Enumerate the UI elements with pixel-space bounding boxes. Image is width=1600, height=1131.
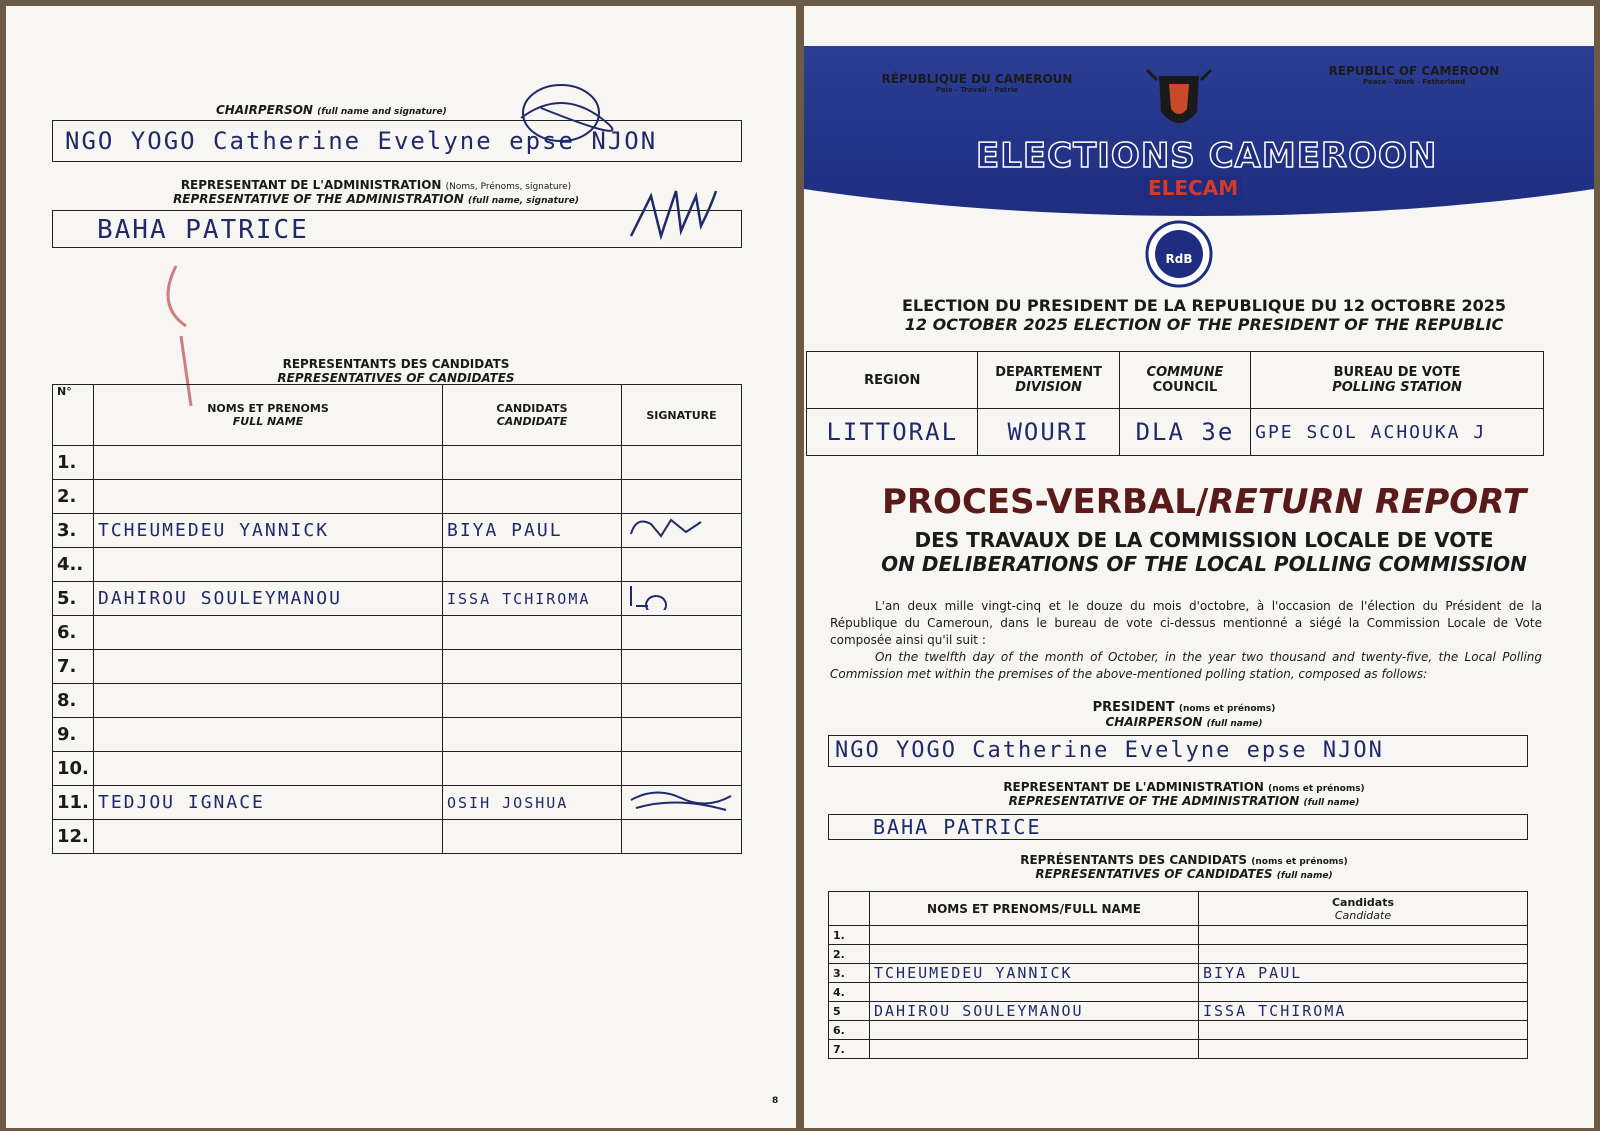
reps-label: REPRÉSENTANTS DES CANDIDATS (noms et prénoms) REPRESENTATIVES OF CANDIDATES (full name) xyxy=(1020,853,1348,881)
table-row: 1. xyxy=(829,926,1528,945)
table-row: 4. xyxy=(829,983,1528,1002)
table-row: 3. TCHEUMEDEU YANNICK BIYA PAUL xyxy=(829,964,1528,983)
chair-field: NGO YOGO Catherine Evelyne epse NJON xyxy=(52,120,742,162)
table-row: 7. xyxy=(829,1040,1528,1059)
table-row: 10. xyxy=(53,752,742,786)
table-row: 3. TCHEUMEDEU YANNICK BIYA PAUL xyxy=(53,514,742,548)
cand-reps-title: REPRESENTANTS DES CANDIDATS REPRESENTATIVES OF CANDIDATES xyxy=(277,357,515,385)
intro-paragraph: L'an deux mille vingt-cinq et le douze du mois d'octobre, à l'occasion de l'élection du Président de la République du Cameroun, dans le bureau de vote ci-dessus mentionné a siégé la Commission Locale de Vote composée ainsi qu'il suit : On the twelfth day of the month of October, in the year two thousand and twenty-five, the Local Polling Commission met within the premises of the above-mentioned polling station, composed as follows: xyxy=(830,599,1542,681)
col-num: N° xyxy=(53,385,94,446)
ballot-seal-icon xyxy=(1144,219,1214,289)
table-row: 4.. xyxy=(53,548,742,582)
chair-label: CHAIRPERSON (full name and signature) xyxy=(216,103,447,117)
council-value: DLA 3e xyxy=(1119,409,1250,456)
col-division: DEPARTEMENT DIVISION xyxy=(978,352,1119,409)
location-table xyxy=(806,351,1544,456)
table-row: 2. xyxy=(53,480,742,514)
reps-table xyxy=(828,891,1528,1059)
row-signature xyxy=(622,786,742,820)
row-signature xyxy=(622,582,742,616)
col-name: NOMS ET PRENOMS FULL NAME xyxy=(94,385,443,446)
report-subtitle: DES TRAVAUX DE LA COMMISSION LOCALE DE VOTE ON DELIBERATIONS OF THE LOCAL POLLING COMMISSION xyxy=(881,528,1527,576)
admin-rep-field: BAHA PATRICE xyxy=(52,210,742,248)
col-candidate: CANDIDATS CANDIDATE xyxy=(443,385,622,446)
org-short: ELECAM xyxy=(1144,176,1242,200)
table-row: 11. TEDJOU IGNACE OSIH JOSHUA xyxy=(53,786,742,820)
table-row: 2. xyxy=(829,945,1528,964)
admin-rep-label: REPRESENTANT DE L'ADMINISTRATION (Noms, Prénoms, signature) REPRESENTATIVE OF THE ADMINISTRATION (full name, signature) xyxy=(173,178,579,206)
coat-of-arms-icon xyxy=(1139,64,1219,139)
table-row: 8. xyxy=(53,684,742,718)
col-region: REGION xyxy=(807,352,978,409)
admin-label: REPRESENTANT DE L'ADMINISTRATION (noms et prénoms) REPRESENTATIVE OF THE ADMINISTRATION (full name) xyxy=(1003,780,1365,808)
table-row: 6. xyxy=(53,616,742,650)
division-value: WOURI xyxy=(978,409,1119,456)
republic-en: REPUBLIC OF CAMEROON Peace - Work - Fatherland xyxy=(1328,64,1500,86)
republic-fr: RÉPUBLIQUE DU CAMEROUN Paix - Travail - Patrie xyxy=(881,72,1073,94)
col-council: COMMUNE COUNCIL xyxy=(1119,352,1250,409)
cand-reps-table xyxy=(52,384,742,854)
page-number: 8 xyxy=(772,1096,779,1106)
election-title: ELECTION DU PRESIDENT DE LA REPUBLIQUE DU 12 OCTOBRE 2025 12 OCTOBER 2025 ELECTION OF THE PRESIDENT OF THE REPUBLIC xyxy=(901,296,1507,334)
admin-signature xyxy=(621,176,721,256)
table-row: 7. xyxy=(53,650,742,684)
rep-col-name: NOMS ET PRENOMS/FULL NAME xyxy=(870,892,1199,926)
table-row: 9. xyxy=(53,718,742,752)
svg-text:RdB: RdB xyxy=(1165,252,1193,266)
col-polling-station: BUREAU DE VOTE POLLING STATION xyxy=(1251,352,1544,409)
table-row: 5 DAHIROU SOULEYMANOU ISSA TCHIROMA xyxy=(829,1002,1528,1021)
polling-station-value: GPE SCOL ACHOUKA J xyxy=(1251,409,1544,456)
admin-field: BAHA PATRICE xyxy=(828,814,1528,840)
left-page xyxy=(6,6,796,1128)
org-title: ELECTIONS CAMEROON xyxy=(976,136,1438,176)
region-value: LITTORAL xyxy=(807,409,978,456)
president-label: PRESIDENT (noms et prénoms) CHAIRPERSON (full name) xyxy=(1092,700,1276,729)
table-row: 5. DAHIROU SOULEYMANOU ISSA TCHIROMA xyxy=(53,582,742,616)
chair-signature xyxy=(501,78,621,148)
col-signature: SIGNATURE xyxy=(622,385,742,446)
table-row: 6. xyxy=(829,1021,1528,1040)
row-signature xyxy=(622,514,742,548)
rep-col-candidate: Candidats Candidate xyxy=(1199,892,1528,926)
table-row: 1. xyxy=(53,446,742,480)
report-title: PROCES-VERBAL/RETURN REPORT xyxy=(881,482,1527,522)
table-header-row xyxy=(53,385,742,446)
table-row: 12. xyxy=(53,820,742,854)
president-field: NGO YOGO Catherine Evelyne epse NJON xyxy=(828,735,1528,767)
right-page xyxy=(804,6,1594,1128)
